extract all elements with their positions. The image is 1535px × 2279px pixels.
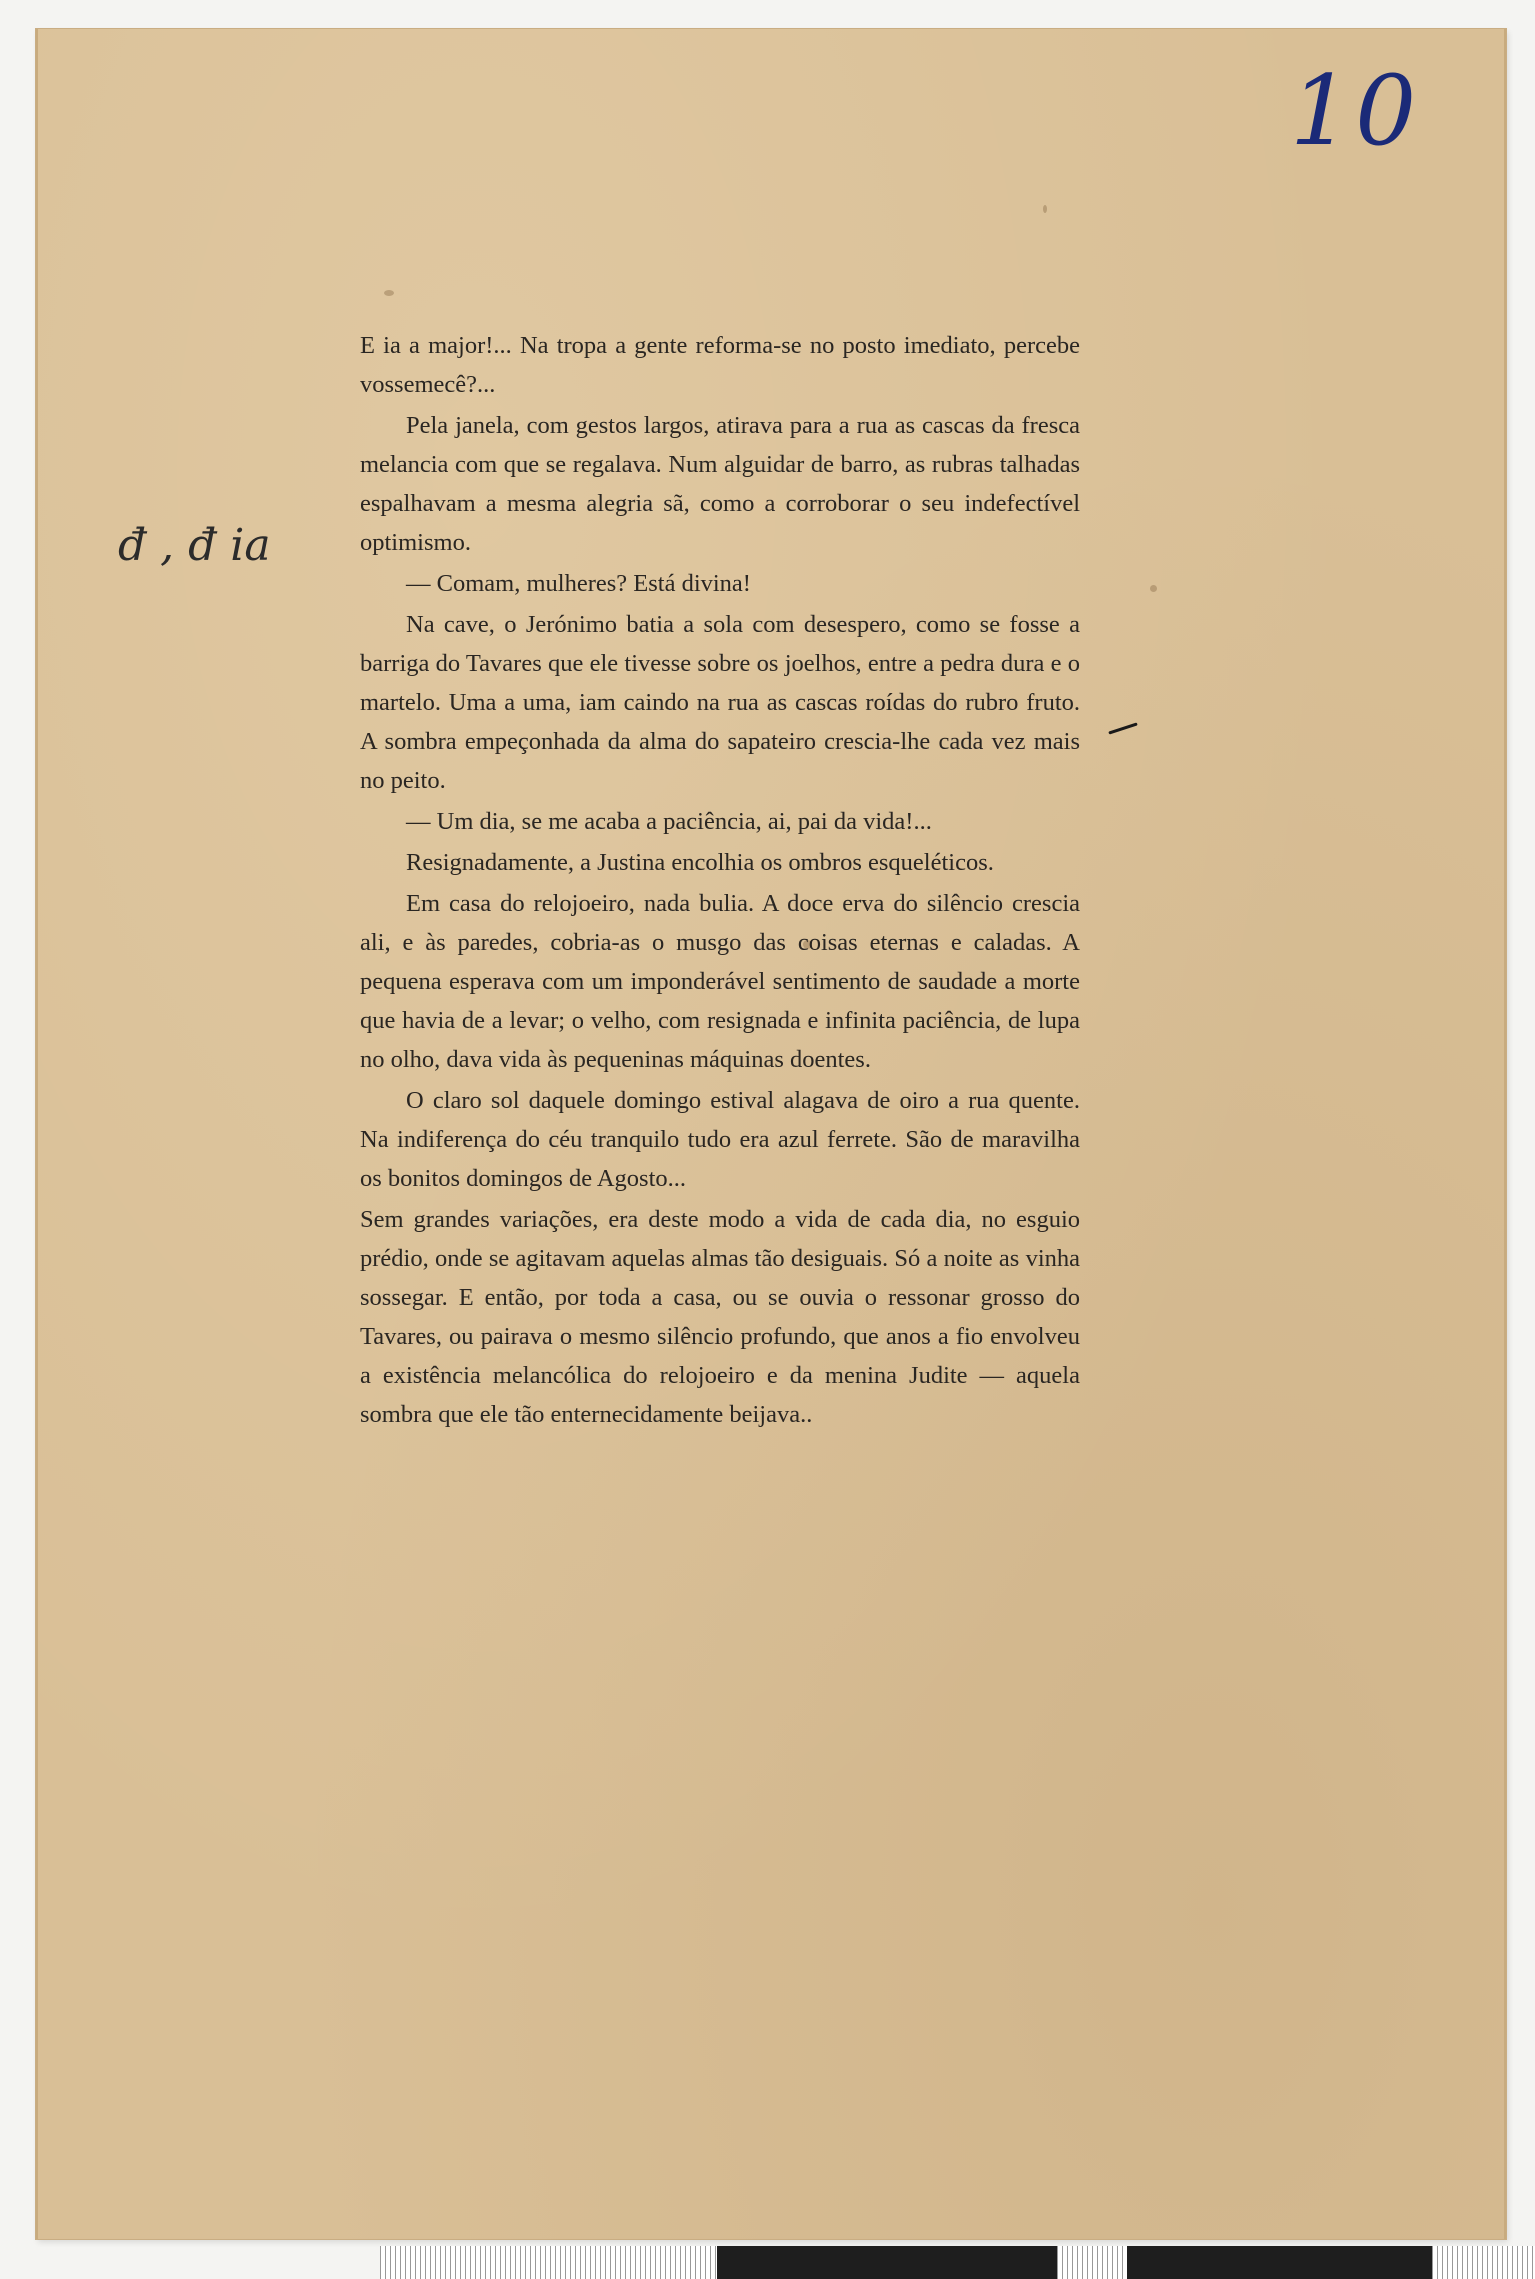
- scale-ruler: [380, 2246, 1535, 2279]
- handwritten-page-number: 10: [1290, 55, 1421, 167]
- typed-text-block: [360, 326, 1080, 1434]
- ruler-black-segment: [1127, 2246, 1432, 2279]
- ruler-ticks: [1432, 2246, 1535, 2279]
- paragraph: — Comam, mulheres? Está divina!: [406, 570, 751, 597]
- handwritten-margin-note: đ , đ ia: [118, 520, 271, 571]
- paper-smudge: [384, 290, 394, 296]
- paragraph: E ia a major!... Na tropa a gente reforma-se no posto imediato, percebe vossemecê?...: [360, 332, 1080, 398]
- paragraph: O claro sol daquele domingo estival alagava de oiro a rua quente. Na indiferença do céu tranquilo tudo era azul ferrete. São de maravilha os bonitos domingos de Agosto...: [360, 1087, 1080, 1192]
- ruler-ticks: [380, 2246, 720, 2279]
- paragraph: — Um dia, se me acaba a paciência, ai, pai da vida!...: [406, 808, 932, 835]
- paragraph: Na cave, o Jerónimo batia a sola com desespero, como se fosse a barriga do Tavares que ele tivesse sobre os joelhos, entre a pedra dura e o martelo. Uma a uma, iam caindo na rua as cascas roídas do rubro fruto. A sombra empeçonhada da alma do sapateiro crescia-lhe cada vez mais no peito.: [360, 611, 1080, 794]
- ruler-ticks: [1057, 2246, 1127, 2279]
- paper-smudge: [1043, 205, 1047, 213]
- paragraph: Pela janela, com gestos largos, atirava para a rua as cascas da fresca melancia com que se regalava. Num alguidar de barro, as rubras talhadas espalhavam a mesma alegria sã, como a corroborar o seu indefectível optimismo.: [360, 412, 1080, 556]
- paragraph: Resignadamente, a Justina encolhia os ombros esqueléticos.: [406, 849, 994, 876]
- paragraph: Em casa do relojoeiro, nada bulia. A doce erva do silêncio crescia ali, e às paredes, cobria-as o musgo das coisas eternas e caladas. A pequena esperava com um imponderável sentimento de saudade a morte que havia de a levar; o velho, com resignada e infinita paciência, de lupa no olho, dava vida às pequeninas máquinas doentes.: [360, 890, 1080, 1073]
- paragraph: Sem grandes variações, era deste modo a vida de cada dia, no esguio prédio, onde se agitavam aquelas almas tão desiguais. Só a noite as vinha sossegar. E então, por toda a casa, ou se ouvia o ressonar grosso do Tavares, ou pairava o mesmo silêncio profundo, que anos a fio envolveu a existência melancólica do relojoeiro e da menina Judite — aquela sombra que ele tão enternecidamente beijava..: [360, 1206, 1080, 1428]
- ruler-black-segment: [717, 2246, 1057, 2279]
- paper-smudge: [1150, 585, 1157, 592]
